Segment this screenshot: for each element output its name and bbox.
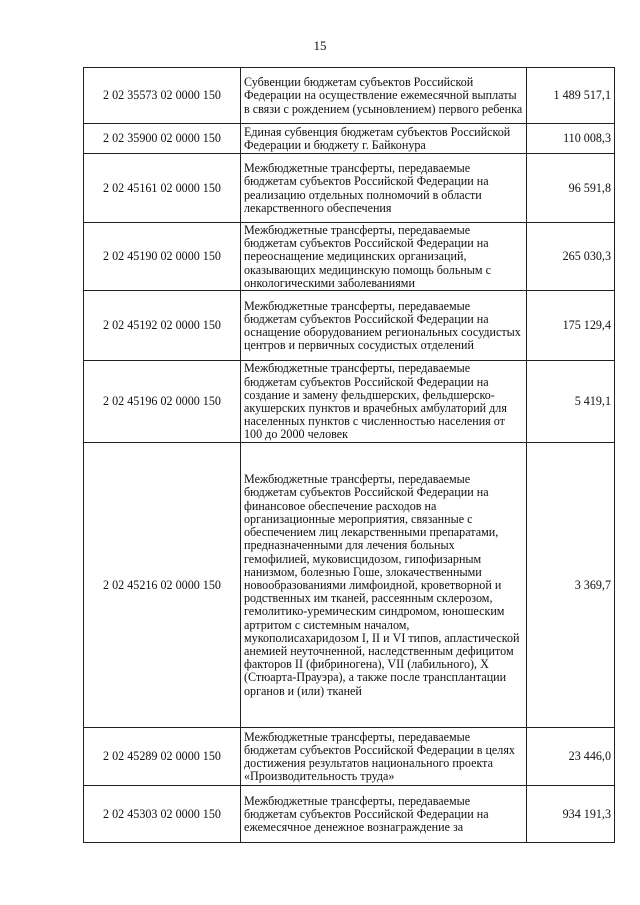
budget-code-cell: 2 02 45192 02 0000 150 [84, 291, 241, 361]
description-cell: Межбюджетные трансферты, передаваемые бюджетам субъектов Российской Федерации на переоснащение медицинских организаций, оказывающих медицинскую помощь больным с онкологическими заболеваниями [241, 223, 527, 291]
budget-code-cell: 2 02 45161 02 0000 150 [84, 154, 241, 223]
table-row [84, 223, 615, 291]
amount-cell: 3 369,7 [527, 443, 615, 728]
description-cell: Межбюджетные трансферты, передаваемые бюджетам субъектов Российской Федерации на оснащение оборудованием региональных сосудистых центров и первичных сосудистых отделений [241, 291, 527, 361]
amount-cell: 1 489 517,1 [527, 68, 615, 124]
table-row [84, 361, 615, 443]
description-cell: Межбюджетные трансферты, передаваемые бюджетам субъектов Российской Федерации на финансовое обеспечение расходов на организационные мероприятия, связанные с обеспечением лиц лекарственными препаратами, предназначенными для лечения больных гемофилией, муковисцидозом, гипофизарным нанизмом, болезнью Гоше, злокачественными новообразованиями лимфоидной, кроветворной и родственных им тканей, рассеянным склерозом, гемолитико-уремическим синдромом, юношеским артритом с системным началом, мукополисахаридозом I, II и VI типов, апластической анемией неуточненной, наследственным дефицитом факторов II (фибриногена), VII (лабильного), X (Стюарта-Прауэра), а также после трансплантации органов и (или) тканей [241, 443, 527, 728]
budget-revenue-table [83, 67, 615, 843]
page-number: 15 [313, 38, 327, 53]
description-cell: Межбюджетные трансферты, передаваемые бюджетам субъектов Российской Федерации на реализацию отдельных полномочий в области лекарственного обеспечения [241, 154, 527, 223]
budget-code-cell: 2 02 45289 02 0000 150 [84, 728, 241, 786]
amount-cell: 110 008,3 [527, 124, 615, 154]
description-cell: Межбюджетные трансферты, передаваемые бюджетам субъектов Российской Федерации на ежемесячное денежное вознаграждение за [241, 786, 527, 843]
table-row [84, 728, 615, 786]
amount-cell: 175 129,4 [527, 291, 615, 361]
table-row [84, 154, 615, 223]
amount-cell: 23 446,0 [527, 728, 615, 786]
amount-cell: 5 419,1 [527, 361, 615, 443]
table-row [84, 68, 615, 124]
budget-code-cell: 2 02 35573 02 0000 150 [84, 68, 241, 124]
description-cell: Единая субвенция бюджетам субъектов Российской Федерации и бюджету г. Байконура [241, 124, 527, 154]
budget-code-cell: 2 02 45303 02 0000 150 [84, 786, 241, 843]
table-row [84, 786, 615, 843]
amount-cell: 934 191,3 [527, 786, 615, 843]
amount-cell: 96 591,8 [527, 154, 615, 223]
budget-code-cell: 2 02 45190 02 0000 150 [84, 223, 241, 291]
table-row [84, 291, 615, 361]
amount-cell: 265 030,3 [527, 223, 615, 291]
budget-code-cell: 2 02 45216 02 0000 150 [84, 443, 241, 728]
description-cell: Межбюджетные трансферты, передаваемые бюджетам субъектов Российской Федерации в целях достижения результатов национального проекта «Производительность труда» [241, 728, 527, 786]
budget-code-cell: 2 02 45196 02 0000 150 [84, 361, 241, 443]
budget-code-cell: 2 02 35900 02 0000 150 [84, 124, 241, 154]
description-cell: Межбюджетные трансферты, передаваемые бюджетам субъектов Российской Федерации на создание и замену фельдшерских, фельдшерско-акушерских пунктов и врачебных амбулаторий для населенных пунктов с численностью населения от 100 до 2000 человек [241, 361, 527, 443]
table-row [84, 124, 615, 154]
table-row [84, 443, 615, 728]
description-cell: Субвенции бюджетам субъектов Российской Федерации на осуществление ежемесячной выплаты в связи с рождением (усыновлением) первого ребенка [241, 68, 527, 124]
